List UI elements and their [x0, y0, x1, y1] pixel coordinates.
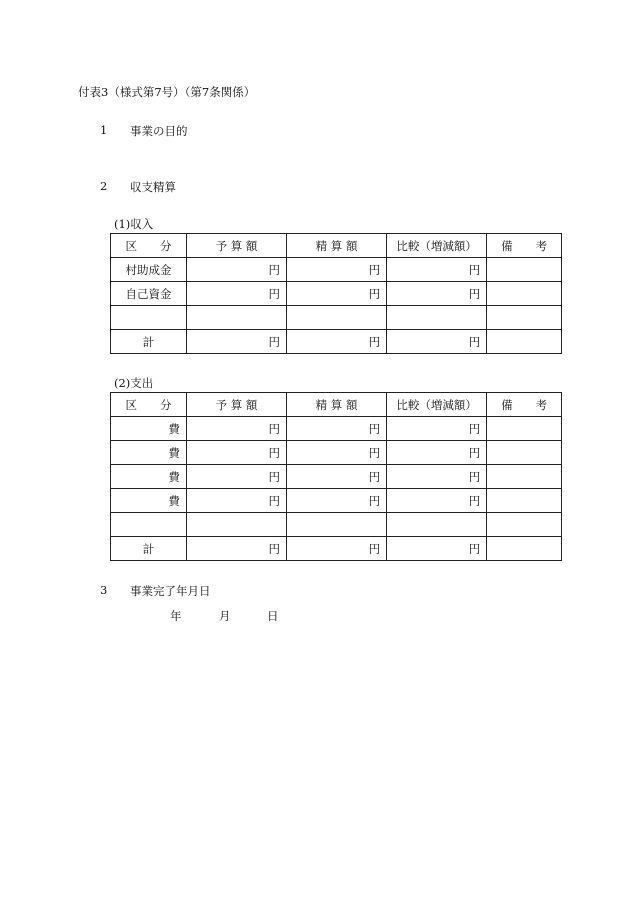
col-header-note: 備 考 [487, 234, 562, 258]
table-row [111, 513, 562, 537]
row-label: 村助成金 [111, 258, 187, 282]
budget-cell[interactable]: 円 [186, 258, 286, 282]
date-month-label: 月 [219, 609, 231, 623]
budget-cell[interactable] [186, 306, 286, 330]
diff-cell[interactable] [387, 306, 487, 330]
section-2-title: 収支精算 [130, 180, 176, 194]
actual-cell[interactable] [287, 513, 387, 537]
note-cell[interactable] [487, 330, 562, 354]
diff-cell[interactable]: 円 [387, 330, 487, 354]
date-year-label: 年 [170, 609, 182, 623]
actual-cell[interactable]: 円 [287, 489, 387, 513]
form-header: 付表3（様式第7号）（第7条関係） [78, 85, 256, 99]
actual-cell[interactable] [287, 306, 387, 330]
expense-header-row [111, 393, 562, 417]
income-header-row [111, 234, 562, 258]
actual-cell[interactable]: 円 [287, 465, 387, 489]
note-cell[interactable] [487, 258, 562, 282]
section-3-number: 3 [100, 583, 108, 597]
actual-cell[interactable]: 円 [287, 537, 387, 561]
income-caption: (1)収入 [114, 217, 154, 231]
diff-cell[interactable]: 円 [387, 537, 487, 561]
actual-cell[interactable]: 円 [287, 282, 387, 306]
actual-cell[interactable]: 円 [287, 258, 387, 282]
col-header-diff: 比較（増減額） [387, 393, 487, 417]
budget-cell[interactable]: 円 [186, 537, 286, 561]
note-cell[interactable] [487, 465, 562, 489]
table-row [111, 282, 562, 306]
expense-item-label[interactable]: 費 [111, 489, 187, 513]
table-row [111, 258, 562, 282]
note-cell[interactable] [487, 441, 562, 465]
table-row [111, 417, 562, 441]
section-1-number: 1 [100, 123, 108, 137]
table-row [111, 489, 562, 513]
expense-item-label[interactable]: 費 [111, 417, 187, 441]
budget-cell[interactable]: 円 [186, 441, 286, 465]
col-header-actual: 精 算 額 [287, 234, 387, 258]
row-label[interactable] [111, 306, 187, 330]
diff-cell[interactable]: 円 [387, 465, 487, 489]
diff-cell[interactable]: 円 [387, 489, 487, 513]
budget-cell[interactable]: 円 [186, 330, 286, 354]
col-header-note: 備 考 [487, 393, 562, 417]
note-cell[interactable] [487, 489, 562, 513]
total-row [111, 537, 562, 561]
table-row [111, 306, 562, 330]
expense-item-label[interactable]: 費 [111, 441, 187, 465]
expense-item-label[interactable]: 費 [111, 465, 187, 489]
budget-cell[interactable]: 円 [186, 282, 286, 306]
budget-cell[interactable]: 円 [186, 465, 286, 489]
expense-item-label[interactable] [111, 513, 187, 537]
note-cell[interactable] [487, 537, 562, 561]
note-cell[interactable] [487, 282, 562, 306]
budget-cell[interactable] [186, 513, 286, 537]
section-3-title: 事業完了年月日 [130, 584, 211, 598]
diff-cell[interactable]: 円 [387, 417, 487, 441]
actual-cell[interactable]: 円 [287, 417, 387, 441]
table-row [111, 441, 562, 465]
total-label: 計 [111, 537, 187, 561]
diff-cell[interactable] [387, 513, 487, 537]
note-cell[interactable] [487, 513, 562, 537]
table-row [111, 465, 562, 489]
col-header-budget: 予 算 額 [186, 393, 286, 417]
col-header-diff: 比較（増減額） [387, 234, 487, 258]
budget-cell[interactable]: 円 [186, 417, 286, 441]
date-day-label: 日 [267, 609, 279, 623]
note-cell[interactable] [487, 306, 562, 330]
diff-cell[interactable]: 円 [387, 258, 487, 282]
col-header-category: 区 分 [111, 234, 187, 258]
note-cell[interactable] [487, 417, 562, 441]
section-1-title: 事業の目的 [130, 124, 188, 138]
col-header-actual: 精 算 額 [287, 393, 387, 417]
col-header-budget: 予 算 額 [186, 234, 286, 258]
expense-caption: (2)支出 [114, 376, 154, 390]
income-table [110, 233, 562, 354]
budget-cell[interactable]: 円 [186, 489, 286, 513]
total-label: 計 [111, 330, 187, 354]
diff-cell[interactable]: 円 [387, 282, 487, 306]
diff-cell[interactable]: 円 [387, 441, 487, 465]
actual-cell[interactable]: 円 [287, 330, 387, 354]
total-row [111, 330, 562, 354]
col-header-category: 区 分 [111, 393, 187, 417]
expense-table [110, 392, 562, 561]
row-label: 自己資金 [111, 282, 187, 306]
actual-cell[interactable]: 円 [287, 441, 387, 465]
section-2-number: 2 [100, 179, 108, 193]
